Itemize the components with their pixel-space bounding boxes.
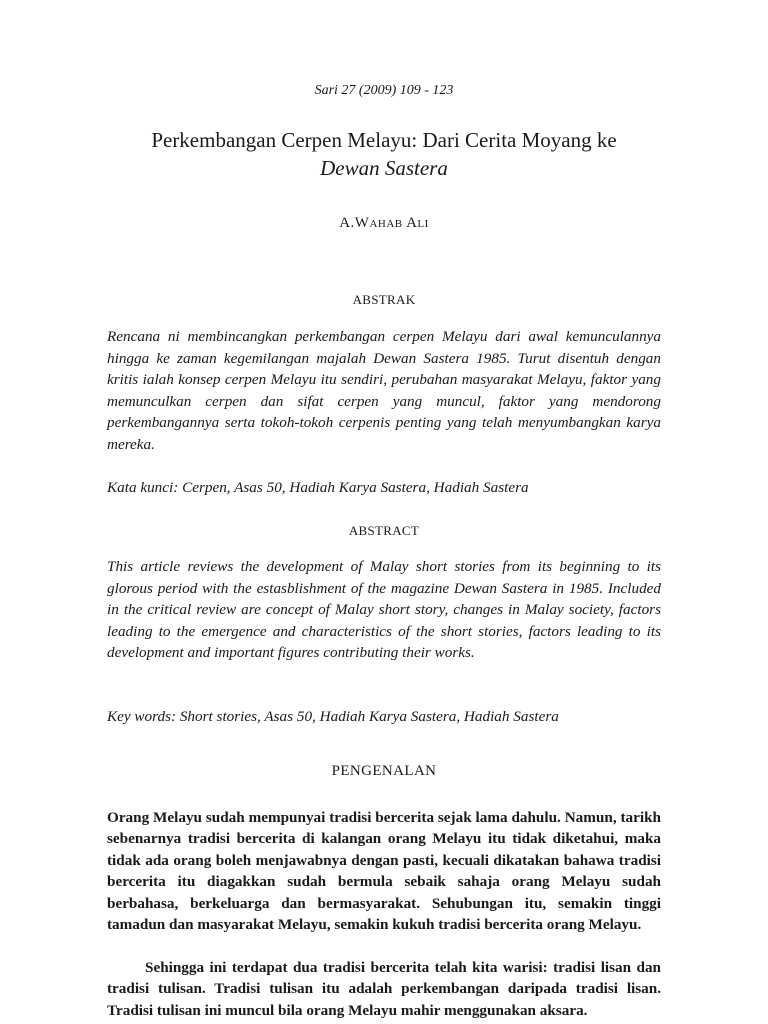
title-line-2: Dewan Sastera <box>320 156 448 180</box>
key-words: Key words: Short stories, Asas 50, Hadiah Karya Sastera, Hadiah Sastera <box>107 708 559 725</box>
abstract-heading: ABSTRACT <box>348 523 420 538</box>
journal-citation: Sari 27 (2009) 109 - 123 <box>314 83 454 98</box>
author-last-initial: A <box>406 215 418 231</box>
kata-kunci: Kata kunci: Cerpen, Asas 50, Hadiah Karya Sastera, Hadiah Sastera <box>107 479 529 496</box>
paper-title <box>107 126 661 182</box>
body-paragraph-1: Orang Melayu sudah mempunyai tradisi bercerita sejak lama dahulu. Namun, tarikh sebenarnya tradisi bercerita di kalangan orang Melayu itu tidak diketahui, maka tidak ada orang boleh menjawabnya dengan pasti, kecuali dikatakan bahawa tradisi bercerita itu diagakkan sudah bermula sebaik sahaja orang Melayu sudah berbahasa, berkeluarga dan bermasyarakat. Sehubungan itu, semakin tinggi tamadun dan masyarakat Melayu, semakin kukuh tradisi bercerita orang Melayu. <box>107 809 661 934</box>
abstrak-heading: ABSTRAK <box>352 292 416 307</box>
abstract-text: This article reviews the development of Malay short stories from its beginning to its glorous period with the estasblishment of the magazine Dewan Sastera in 1985. Included in the critical review are concept of Malay short story, changes in Malay society, factors leading to the emergence and characteristics of the short stories, factors leading to its development and important figures contributing their works. <box>107 558 661 662</box>
body-paragraph-2: Sehingga ini terdapat dua tradisi bercerita telah kita warisi: tradisi lisan dan tradisi tulisan. Tradisi tulisan itu adalah perkembangan daripada tradisi lisan. Tradisi tulisan ini muncul bila orang Melayu mahir menggunakan aksara. <box>107 959 661 1019</box>
author-first-rest: ahab <box>369 215 403 231</box>
author-first-initial: W <box>354 215 370 231</box>
title-line-1: Perkembangan Cerpen Melayu: Dari Cerita Moyang ke <box>151 128 617 152</box>
author-last-rest: li <box>417 215 429 231</box>
author-name <box>107 215 661 232</box>
section-heading: PENGENALAN <box>331 763 437 779</box>
abstrak-text: Rencana ni membincangkan perkembangan cerpen Melayu dari awal kemunculannya hingga ke zaman kegemilangan majalah Dewan Sastera 1985. Turut disentuh dengan kritis ialah konsep cerpen Melayu itu sendiri, perubahan masyarakat Melayu, faktor yang memunculkan cerpen dan sifat cerpen yang muncul, faktor yang mendorong perkembangannya serta tokoh-tokoh cerpenis penting yang telah menyumbangkan karya mereka. <box>107 328 661 453</box>
author-initial: A. <box>339 215 355 231</box>
